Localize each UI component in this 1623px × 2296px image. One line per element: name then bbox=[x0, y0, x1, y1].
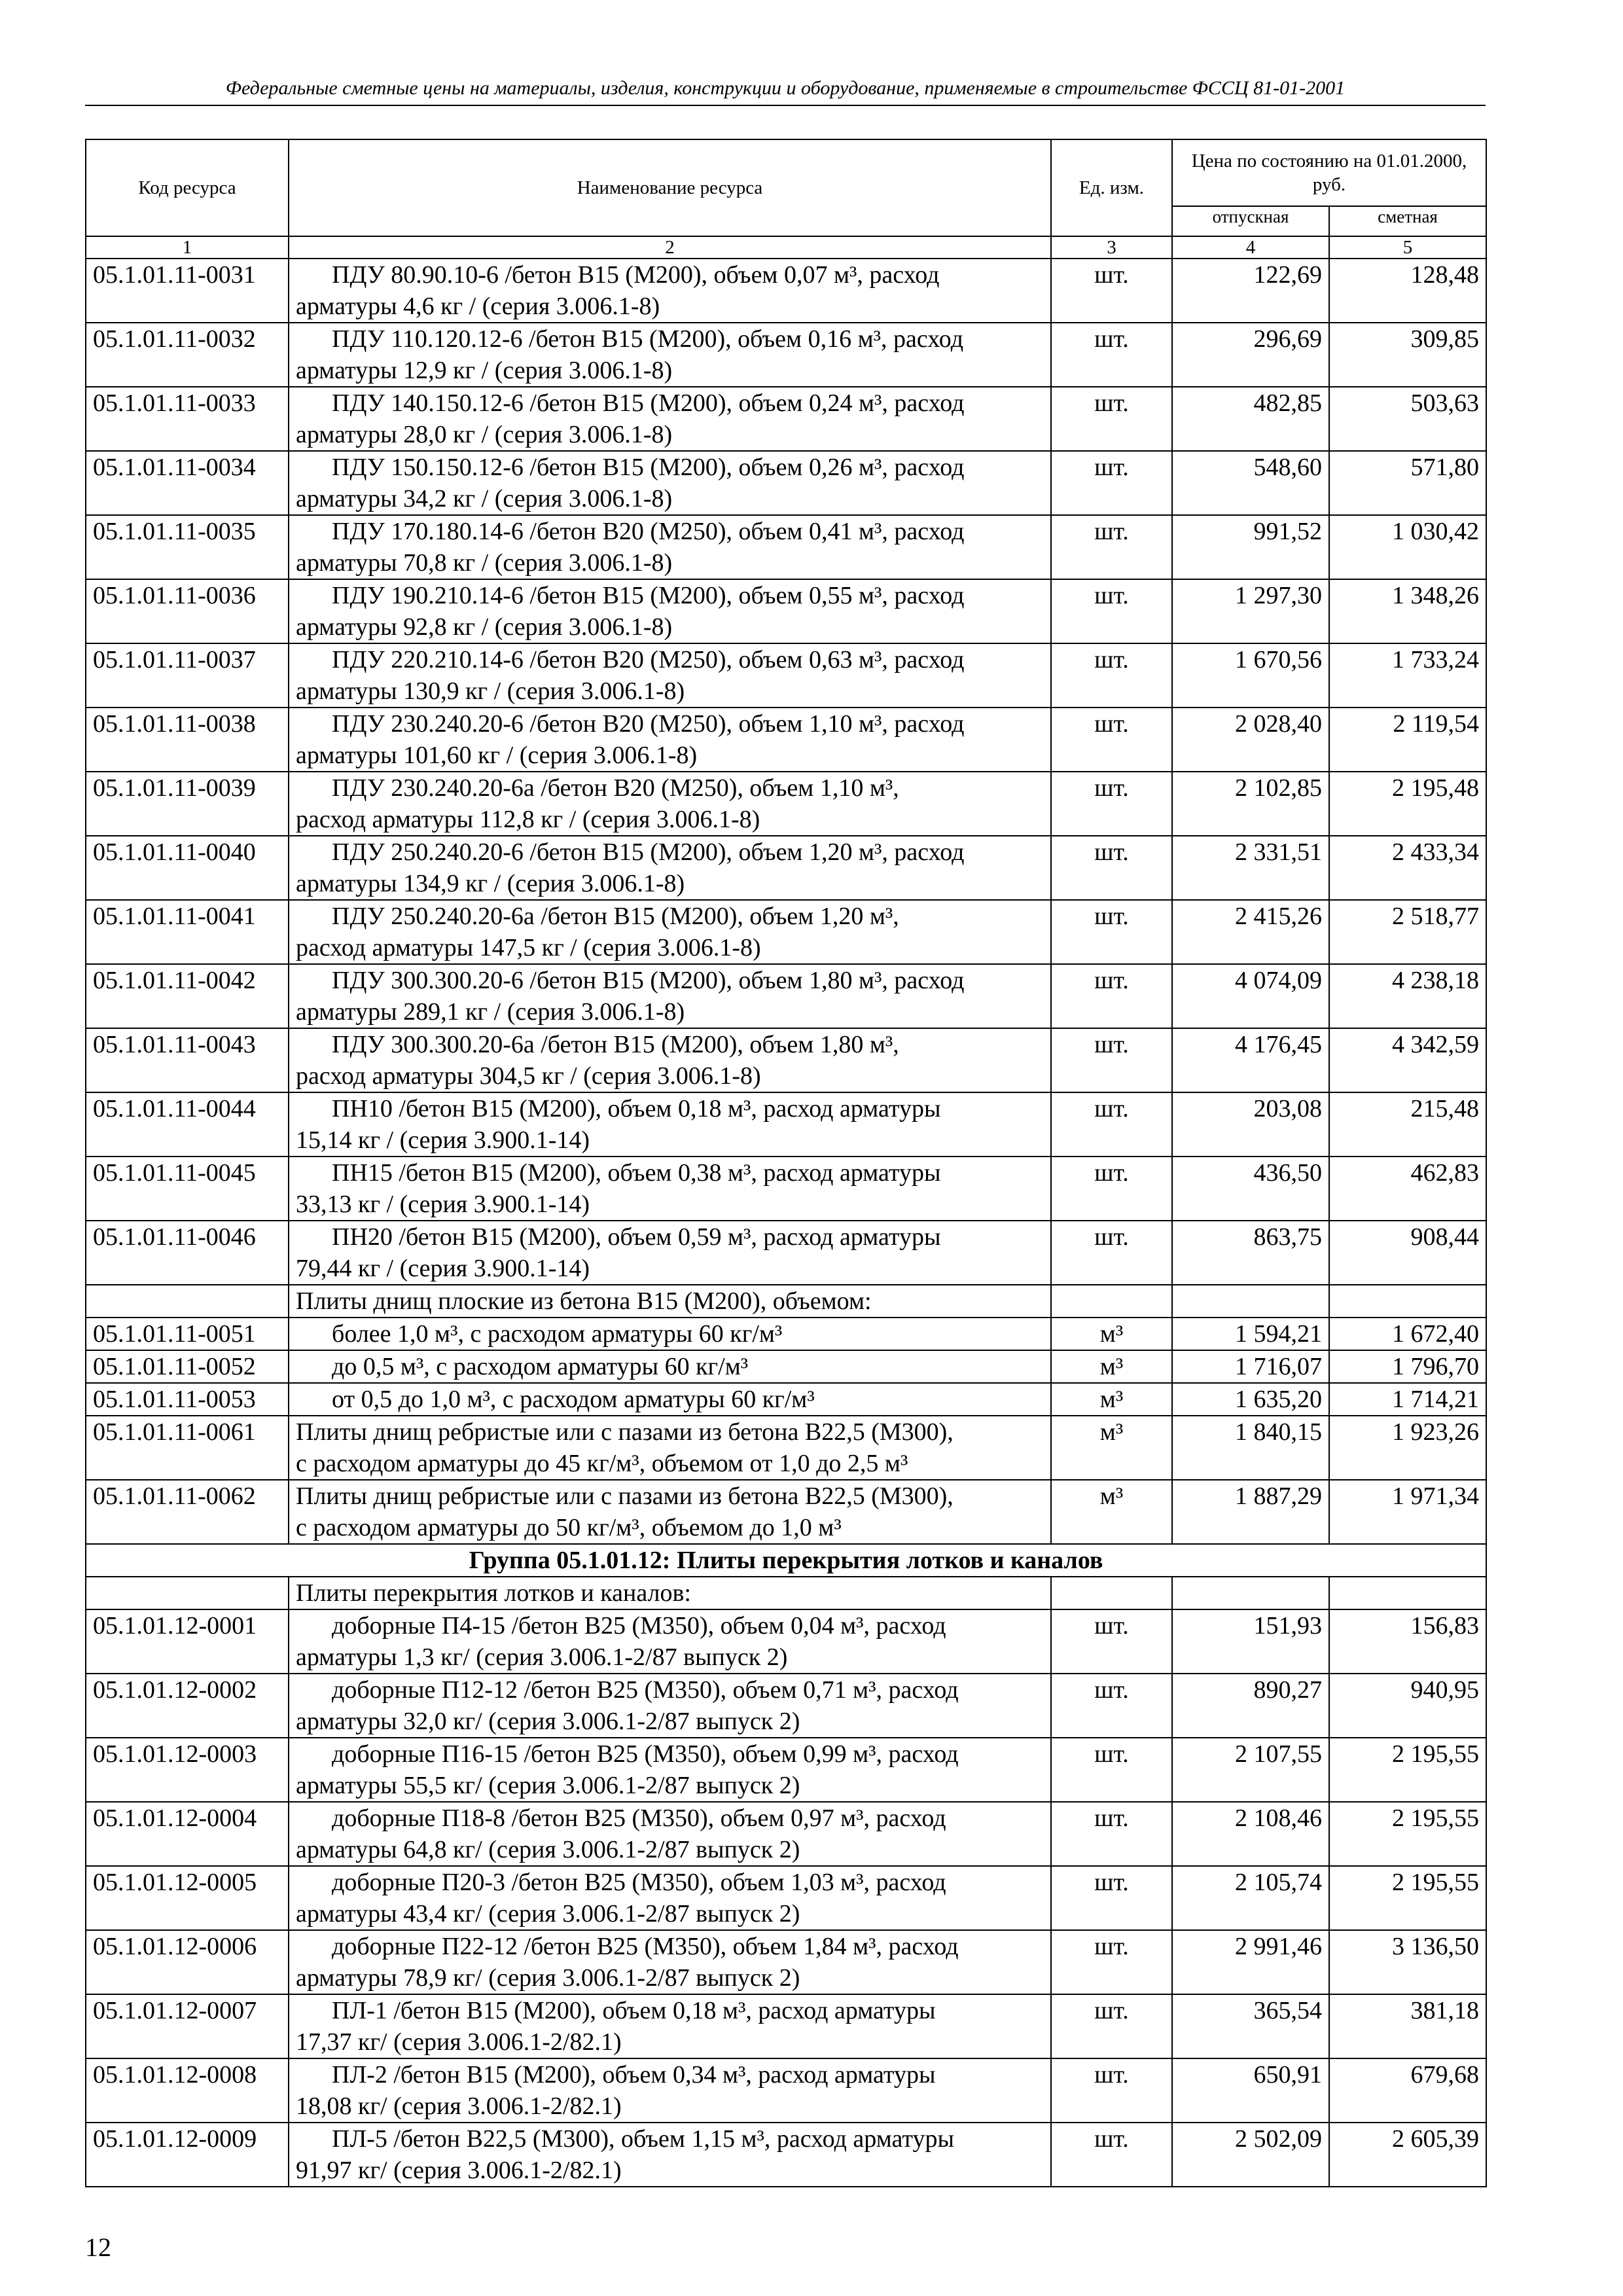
price-release: 203,08 bbox=[1172, 1092, 1329, 1157]
table-row bbox=[86, 1802, 1486, 1866]
resource-name-line: арматуры 4,6 кг / (серия 3.006.1-8) bbox=[296, 293, 660, 320]
resource-code: 05.1.01.12-0006 bbox=[86, 1930, 289, 1994]
resource-name bbox=[289, 1221, 1051, 1285]
column-number: 1 bbox=[86, 236, 289, 259]
price-estimate: 1 923,26 bbox=[1329, 1416, 1486, 1480]
resource-code: 05.1.01.11-0038 bbox=[86, 708, 289, 772]
table-row bbox=[86, 1994, 1486, 2058]
resource-code: 05.1.01.11-0043 bbox=[86, 1028, 289, 1092]
table-row bbox=[86, 836, 1486, 900]
unit: м³ bbox=[1051, 1383, 1172, 1416]
unit: шт. bbox=[1051, 579, 1172, 643]
empty-cell bbox=[1172, 1285, 1329, 1318]
unit: шт. bbox=[1051, 1738, 1172, 1802]
header-rule bbox=[85, 105, 1486, 106]
resource-name-line: арматуры 34,2 кг / (серия 3.006.1-8) bbox=[296, 485, 673, 512]
table-row bbox=[86, 1157, 1486, 1221]
resource-code: 05.1.01.11-0046 bbox=[86, 1221, 289, 1285]
resource-name-line: ПДУ 300.300.20-6а /бетон В15 (М200), объем 1,80 м³, bbox=[332, 1031, 899, 1058]
unit: м³ bbox=[1051, 1318, 1172, 1350]
table-row bbox=[86, 451, 1486, 515]
resource-name bbox=[289, 1318, 1051, 1350]
empty-cell bbox=[1172, 1577, 1329, 1609]
resource-name-line: 91,97 кг/ (серия 3.006.1-2/82.1) bbox=[296, 2157, 622, 2184]
table-row bbox=[86, 259, 1486, 323]
empty-cell bbox=[1329, 1285, 1486, 1318]
resource-name-line: ПДУ 250.240.20-6 /бетон В15 (М200), объем 1,20 м³, расход bbox=[332, 838, 965, 866]
price-estimate: 1 030,42 bbox=[1329, 515, 1486, 579]
resource-code: 05.1.01.12-0004 bbox=[86, 1802, 289, 1866]
resource-code: 05.1.01.11-0031 bbox=[86, 259, 289, 323]
resource-name-line: арматуры 55,5 кг/ (серия 3.006.1-2/87 выпуск 2) bbox=[296, 1772, 800, 1799]
table-row bbox=[86, 2123, 1486, 2187]
running-header: Федеральные сметные цены на материалы, изделия, конструкции и оборудование, применяемые в строительстве ФССЦ 81-01-2001 bbox=[225, 77, 1346, 99]
table-row bbox=[86, 1221, 1486, 1285]
resource-name bbox=[289, 708, 1051, 772]
resource-name-line: арматуры 32,0 кг/ (серия 3.006.1-2/87 выпуск 2) bbox=[296, 1708, 800, 1735]
price-release: 2 028,40 bbox=[1172, 708, 1329, 772]
resource-name-line: ПДУ 250.240.20-6а /бетон В15 (М200), объем 1,20 м³, bbox=[332, 903, 899, 930]
price-release: 151,93 bbox=[1172, 1609, 1329, 1674]
resource-name bbox=[289, 579, 1051, 643]
price-release: 436,50 bbox=[1172, 1157, 1329, 1221]
price-release: 2 107,55 bbox=[1172, 1738, 1329, 1802]
empty-cell bbox=[86, 1577, 289, 1609]
table-row bbox=[86, 1866, 1486, 1930]
resource-name-line: арматуры 134,9 кг / (серия 3.006.1-8) bbox=[296, 870, 685, 897]
resource-name-line: доборные П20-3 /бетон В25 (М350), объем 1,03 м³, расход bbox=[332, 1869, 946, 1896]
table-row bbox=[86, 1416, 1486, 1480]
resource-code: 05.1.01.11-0040 bbox=[86, 836, 289, 900]
table-header-row bbox=[86, 139, 1486, 206]
unit: шт. bbox=[1051, 1609, 1172, 1674]
unit: шт. bbox=[1051, 900, 1172, 964]
price-release: 548,60 bbox=[1172, 451, 1329, 515]
table-row bbox=[86, 1480, 1486, 1544]
table-row bbox=[86, 2058, 1486, 2123]
resource-name-line: доборные П4-15 /бетон В25 (М350), объем 0,04 м³, расход bbox=[332, 1612, 946, 1640]
price-estimate: 679,68 bbox=[1329, 2058, 1486, 2123]
price-estimate: 215,48 bbox=[1329, 1092, 1486, 1157]
table-row bbox=[86, 772, 1486, 836]
resource-name bbox=[289, 1028, 1051, 1092]
resource-name-line: Плиты днищ ребристые или с пазами из бетона В22,5 (М300), bbox=[296, 1418, 954, 1446]
group-row bbox=[86, 1544, 1486, 1577]
price-release: 4 074,09 bbox=[1172, 964, 1329, 1028]
price-estimate: 1 672,40 bbox=[1329, 1318, 1486, 1350]
price-estimate: 1 714,21 bbox=[1329, 1383, 1486, 1416]
table-row bbox=[86, 515, 1486, 579]
unit: шт. bbox=[1051, 643, 1172, 708]
price-release: 2 415,26 bbox=[1172, 900, 1329, 964]
page-number: 12 bbox=[85, 2233, 111, 2262]
resource-code: 05.1.01.11-0044 bbox=[86, 1092, 289, 1157]
resource-name bbox=[289, 259, 1051, 323]
resource-name-line: арматуры 289,1 кг / (серия 3.006.1-8) bbox=[296, 998, 685, 1026]
resource-code: 05.1.01.11-0051 bbox=[86, 1318, 289, 1350]
column-number: 5 bbox=[1329, 236, 1486, 259]
price-release: 2 331,51 bbox=[1172, 836, 1329, 900]
unit: шт. bbox=[1051, 1221, 1172, 1285]
header-code: Код ресурса bbox=[86, 139, 289, 236]
column-number: 2 bbox=[289, 236, 1051, 259]
resource-code: 05.1.01.12-0008 bbox=[86, 2058, 289, 2123]
resource-name-line: 79,44 кг / (серия 3.900.1-14) bbox=[296, 1255, 590, 1282]
table-row bbox=[86, 900, 1486, 964]
unit: шт. bbox=[1051, 836, 1172, 900]
unit: шт. bbox=[1051, 451, 1172, 515]
price-release: 1 297,30 bbox=[1172, 579, 1329, 643]
unit: шт. bbox=[1051, 259, 1172, 323]
resource-code: 05.1.01.11-0045 bbox=[86, 1157, 289, 1221]
resource-name-line: 15,14 кг / (серия 3.900.1-14) bbox=[296, 1126, 590, 1154]
price-release: 122,69 bbox=[1172, 259, 1329, 323]
resource-name-line: 18,08 кг/ (серия 3.006.1-2/82.1) bbox=[296, 2092, 622, 2120]
resource-name bbox=[289, 1674, 1051, 1738]
price-estimate: 462,83 bbox=[1329, 1157, 1486, 1221]
price-estimate: 2 518,77 bbox=[1329, 900, 1486, 964]
resource-code: 05.1.01.12-0001 bbox=[86, 1609, 289, 1674]
empty-cell bbox=[86, 1285, 289, 1318]
price-estimate: 2 195,55 bbox=[1329, 1866, 1486, 1930]
resource-code: 05.1.01.11-0042 bbox=[86, 964, 289, 1028]
resource-name-line: ПДУ 110.120.12-6 /бетон В15 (М200), объем 0,16 м³, расход bbox=[332, 325, 964, 353]
resource-name bbox=[289, 1480, 1051, 1544]
price-release: 365,54 bbox=[1172, 1994, 1329, 2058]
resource-name bbox=[289, 2058, 1051, 2123]
resource-name-line: ПЛ-5 /бетон В22,5 (М300), объем 1,15 м³, расход арматуры bbox=[332, 2125, 955, 2153]
price-estimate: 571,80 bbox=[1329, 451, 1486, 515]
resource-name bbox=[289, 964, 1051, 1028]
price-estimate: 2 195,48 bbox=[1329, 772, 1486, 836]
resource-code: 05.1.01.11-0032 bbox=[86, 323, 289, 387]
table-row bbox=[86, 708, 1486, 772]
price-release: 991,52 bbox=[1172, 515, 1329, 579]
unit: шт. bbox=[1051, 1802, 1172, 1866]
resource-name bbox=[289, 1350, 1051, 1383]
resource-name-line: арматуры 1,3 кг/ (серия 3.006.1-2/87 выпуск 2) bbox=[296, 1643, 788, 1671]
resource-name bbox=[289, 1609, 1051, 1674]
resource-code: 05.1.01.11-0035 bbox=[86, 515, 289, 579]
resource-name-line: ПДУ 80.90.10-6 /бетон В15 (М200), объем 0,07 м³, расход bbox=[332, 261, 940, 289]
price-estimate: 128,48 bbox=[1329, 259, 1486, 323]
resource-name bbox=[289, 1930, 1051, 1994]
table-row bbox=[86, 643, 1486, 708]
column-number: 3 bbox=[1051, 236, 1172, 259]
price-estimate: 908,44 bbox=[1329, 1221, 1486, 1285]
price-release: 650,91 bbox=[1172, 2058, 1329, 2123]
unit: шт. bbox=[1051, 772, 1172, 836]
price-release: 1 716,07 bbox=[1172, 1350, 1329, 1383]
price-estimate: 3 136,50 bbox=[1329, 1930, 1486, 1994]
price-estimate: 1 733,24 bbox=[1329, 643, 1486, 708]
table-row bbox=[86, 1930, 1486, 1994]
resource-name bbox=[289, 643, 1051, 708]
resource-name bbox=[289, 387, 1051, 451]
price-estimate: 381,18 bbox=[1329, 1994, 1486, 2058]
unit: шт. bbox=[1051, 2058, 1172, 2123]
table-row bbox=[86, 1738, 1486, 1802]
resource-name-line: от 0,5 до 1,0 м³, с расходом арматуры 60 кг/м³ bbox=[332, 1386, 815, 1413]
header-price: Цена по состоянию на 01.01.2000, руб. bbox=[1172, 139, 1486, 206]
resource-name bbox=[289, 1802, 1051, 1866]
unit: м³ bbox=[1051, 1480, 1172, 1544]
section-row bbox=[86, 1577, 1486, 1609]
column-number-row bbox=[86, 236, 1486, 259]
resource-code: 05.1.01.11-0033 bbox=[86, 387, 289, 451]
price-estimate: 2 195,55 bbox=[1329, 1802, 1486, 1866]
table-row bbox=[86, 1028, 1486, 1092]
price-release: 2 108,46 bbox=[1172, 1802, 1329, 1866]
table-row bbox=[86, 1350, 1486, 1383]
price-release: 890,27 bbox=[1172, 1674, 1329, 1738]
resource-name-line: арматуры 101,60 кг / (серия 3.006.1-8) bbox=[296, 742, 698, 769]
price-estimate: 1 796,70 bbox=[1329, 1350, 1486, 1383]
resource-name bbox=[289, 1866, 1051, 1930]
price-estimate: 309,85 bbox=[1329, 323, 1486, 387]
resource-name-line: ПДУ 230.240.20-6а /бетон В20 (М250), объем 1,10 м³, bbox=[332, 774, 899, 802]
price-estimate: 2 119,54 bbox=[1329, 708, 1486, 772]
price-table bbox=[85, 139, 1487, 2187]
resource-name-line: ПДУ 190.210.14-6 /бетон В15 (М200), объем 0,55 м³, расход bbox=[332, 582, 965, 609]
resource-name-line: расход арматуры 304,5 кг / (серия 3.006.1-8) bbox=[296, 1062, 761, 1090]
resource-name-line: арматуры 28,0 кг / (серия 3.006.1-8) bbox=[296, 421, 673, 448]
price-release: 863,75 bbox=[1172, 1221, 1329, 1285]
resource-name-line: доборные П12-12 /бетон В25 (М350), объем 0,71 м³, расход bbox=[332, 1676, 959, 1704]
resource-name-line: ПДУ 220.210.14-6 /бетон В20 (М250), объем 0,63 м³, расход bbox=[332, 646, 965, 673]
resource-code: 05.1.01.11-0061 bbox=[86, 1416, 289, 1480]
resource-name-line: более 1,0 м³, с расходом арматуры 60 кг/м³ bbox=[332, 1320, 783, 1348]
resource-name-line: доборные П22-12 /бетон В25 (М350), объем 1,84 м³, расход bbox=[332, 1933, 959, 1960]
table-row bbox=[86, 1318, 1486, 1350]
price-release: 1 594,21 bbox=[1172, 1318, 1329, 1350]
resource-code: 05.1.01.12-0009 bbox=[86, 2123, 289, 2187]
price-release: 1 635,20 bbox=[1172, 1383, 1329, 1416]
header-price-estimate: сметная bbox=[1329, 206, 1486, 236]
resource-name-line: ПЛ-1 /бетон В15 (М200), объем 0,18 м³, расход арматуры bbox=[332, 1997, 936, 2024]
resource-name-line: 17,37 кг/ (серия 3.006.1-2/82.1) bbox=[296, 2028, 622, 2056]
resource-name-line: арматуры 130,9 кг / (серия 3.006.1-8) bbox=[296, 677, 685, 705]
price-estimate: 4 342,59 bbox=[1329, 1028, 1486, 1092]
resource-code: 05.1.01.11-0062 bbox=[86, 1480, 289, 1544]
price-release: 2 102,85 bbox=[1172, 772, 1329, 836]
unit: шт. bbox=[1051, 1028, 1172, 1092]
resource-name bbox=[289, 836, 1051, 900]
resource-name-line: с расходом арматуры до 50 кг/м³, объемом до 1,0 м³ bbox=[296, 1514, 842, 1541]
unit: шт. bbox=[1051, 1930, 1172, 1994]
price-release: 1 887,29 bbox=[1172, 1480, 1329, 1544]
resource-name-line: ПДУ 230.240.20-6 /бетон В20 (М250), объем 1,10 м³, расход bbox=[332, 710, 965, 738]
resource-name-line: арматуры 43,4 кг/ (серия 3.006.1-2/87 выпуск 2) bbox=[296, 1900, 800, 1928]
unit: шт. bbox=[1051, 1674, 1172, 1738]
resource-name-line: ПЛ-2 /бетон В15 (М200), объем 0,34 м³, расход арматуры bbox=[332, 2061, 936, 2089]
resource-name-line: ПН15 /бетон В15 (М200), объем 0,38 м³, расход арматуры bbox=[332, 1159, 941, 1187]
resource-name-line: доборные П18-8 /бетон В25 (М350), объем 0,97 м³, расход bbox=[332, 1804, 946, 1832]
resource-code: 05.1.01.11-0041 bbox=[86, 900, 289, 964]
resource-name-line: до 0,5 м³, с расходом арматуры 60 кг/м³ bbox=[332, 1353, 749, 1380]
resource-name-line: с расходом арматуры до 45 кг/м³, объемом от 1,0 до 2,5 м³ bbox=[296, 1450, 908, 1477]
table-row bbox=[86, 387, 1486, 451]
resource-name-line: доборные П16-15 /бетон В25 (М350), объем 0,99 м³, расход bbox=[332, 1740, 959, 1768]
resource-name bbox=[289, 900, 1051, 964]
header-name: Наименование ресурса bbox=[289, 139, 1051, 236]
table-row bbox=[86, 579, 1486, 643]
resource-name bbox=[289, 1738, 1051, 1802]
price-release: 1 840,15 bbox=[1172, 1416, 1329, 1480]
unit: шт. bbox=[1051, 1092, 1172, 1157]
resource-name bbox=[289, 515, 1051, 579]
resource-code: 05.1.01.12-0005 bbox=[86, 1866, 289, 1930]
price-estimate: 1 971,34 bbox=[1329, 1480, 1486, 1544]
resource-code: 05.1.01.11-0039 bbox=[86, 772, 289, 836]
resource-name-line: ПДУ 140.150.12-6 /бетон В15 (М200), объем 0,24 м³, расход bbox=[332, 389, 965, 417]
table-row bbox=[86, 1092, 1486, 1157]
resource-name-line: арматуры 92,8 кг / (серия 3.006.1-8) bbox=[296, 613, 673, 641]
resource-name-line: Плиты днищ ребристые или с пазами из бетона В22,5 (М300), bbox=[296, 1482, 954, 1510]
header-unit: Ед. изм. bbox=[1051, 139, 1172, 236]
unit: шт. bbox=[1051, 1157, 1172, 1221]
unit: шт. bbox=[1051, 708, 1172, 772]
resource-name-line: арматуры 78,9 кг/ (серия 3.006.1-2/87 выпуск 2) bbox=[296, 1964, 800, 1992]
price-estimate: 2 605,39 bbox=[1329, 2123, 1486, 2187]
resource-name-line: ПН10 /бетон В15 (М200), объем 0,18 м³, расход арматуры bbox=[332, 1095, 941, 1122]
resource-name-line: арматуры 12,9 кг / (серия 3.006.1-8) bbox=[296, 357, 673, 384]
empty-cell bbox=[1329, 1577, 1486, 1609]
table-row bbox=[86, 1609, 1486, 1674]
section-title: Плиты днищ плоские из бетона В15 (М200), объемом: bbox=[289, 1285, 1051, 1318]
resource-name-line: арматуры 70,8 кг / (серия 3.006.1-8) bbox=[296, 549, 673, 577]
resource-code: 05.1.01.11-0037 bbox=[86, 643, 289, 708]
group-title: Группа 05.1.01.12: Плиты перекрытия лотков и каналов bbox=[86, 1544, 1486, 1577]
empty-cell bbox=[1051, 1577, 1172, 1609]
unit: шт. bbox=[1051, 387, 1172, 451]
resource-name-line: ПДУ 300.300.20-6 /бетон В15 (М200), объем 1,80 м³, расход bbox=[332, 967, 965, 994]
resource-code: 05.1.01.11-0034 bbox=[86, 451, 289, 515]
price-release: 2 105,74 bbox=[1172, 1866, 1329, 1930]
price-estimate: 940,95 bbox=[1329, 1674, 1486, 1738]
price-release: 2 502,09 bbox=[1172, 2123, 1329, 2187]
unit: м³ bbox=[1051, 1416, 1172, 1480]
resource-code: 05.1.01.11-0036 bbox=[86, 579, 289, 643]
unit: шт. bbox=[1051, 515, 1172, 579]
section-title: Плиты перекрытия лотков и каналов: bbox=[289, 1577, 1051, 1609]
resource-code: 05.1.01.11-0053 bbox=[86, 1383, 289, 1416]
unit: шт. bbox=[1051, 2123, 1172, 2187]
resource-name bbox=[289, 1994, 1051, 2058]
price-estimate: 2 433,34 bbox=[1329, 836, 1486, 900]
unit: шт. bbox=[1051, 323, 1172, 387]
price-release: 1 670,56 bbox=[1172, 643, 1329, 708]
resource-name bbox=[289, 323, 1051, 387]
header-price-release: отпускная bbox=[1172, 206, 1329, 236]
resource-name-line: ПН20 /бетон В15 (М200), объем 0,59 м³, расход арматуры bbox=[332, 1223, 941, 1251]
resource-name-line: расход арматуры 112,8 кг / (серия 3.006.1-8) bbox=[296, 806, 760, 833]
empty-cell bbox=[1051, 1285, 1172, 1318]
resource-name bbox=[289, 2123, 1051, 2187]
column-number: 4 bbox=[1172, 236, 1329, 259]
price-estimate: 4 238,18 bbox=[1329, 964, 1486, 1028]
resource-name-line: арматуры 64,8 кг/ (серия 3.006.1-2/87 выпуск 2) bbox=[296, 1836, 800, 1863]
resource-name bbox=[289, 1416, 1051, 1480]
price-estimate: 156,83 bbox=[1329, 1609, 1486, 1674]
price-release: 2 991,46 bbox=[1172, 1930, 1329, 1994]
unit: шт. bbox=[1051, 1994, 1172, 2058]
resource-code: 05.1.01.11-0052 bbox=[86, 1350, 289, 1383]
price-estimate: 503,63 bbox=[1329, 387, 1486, 451]
unit: шт. bbox=[1051, 1866, 1172, 1930]
price-estimate: 1 348,26 bbox=[1329, 579, 1486, 643]
resource-name bbox=[289, 1383, 1051, 1416]
resource-name bbox=[289, 772, 1051, 836]
resource-code: 05.1.01.12-0007 bbox=[86, 1994, 289, 2058]
table-row bbox=[86, 964, 1486, 1028]
resource-name bbox=[289, 1157, 1051, 1221]
resource-name-line: 33,13 кг / (серия 3.900.1-14) bbox=[296, 1191, 590, 1218]
price-release: 296,69 bbox=[1172, 323, 1329, 387]
section-row bbox=[86, 1285, 1486, 1318]
resource-code: 05.1.01.12-0002 bbox=[86, 1674, 289, 1738]
table-row bbox=[86, 323, 1486, 387]
price-estimate: 2 195,55 bbox=[1329, 1738, 1486, 1802]
resource-name bbox=[289, 451, 1051, 515]
table-row bbox=[86, 1674, 1486, 1738]
resource-name-line: расход арматуры 147,5 кг / (серия 3.006.1-8) bbox=[296, 934, 761, 961]
table-row bbox=[86, 1383, 1486, 1416]
unit: шт. bbox=[1051, 964, 1172, 1028]
unit: м³ bbox=[1051, 1350, 1172, 1383]
price-release: 4 176,45 bbox=[1172, 1028, 1329, 1092]
resource-name-line: ПДУ 170.180.14-6 /бетон В20 (М250), объем 0,41 м³, расход bbox=[332, 518, 965, 545]
resource-name bbox=[289, 1092, 1051, 1157]
resource-code: 05.1.01.12-0003 bbox=[86, 1738, 289, 1802]
price-release: 482,85 bbox=[1172, 387, 1329, 451]
resource-name-line: ПДУ 150.150.12-6 /бетон В15 (М200), объем 0,26 м³, расход bbox=[332, 454, 965, 481]
